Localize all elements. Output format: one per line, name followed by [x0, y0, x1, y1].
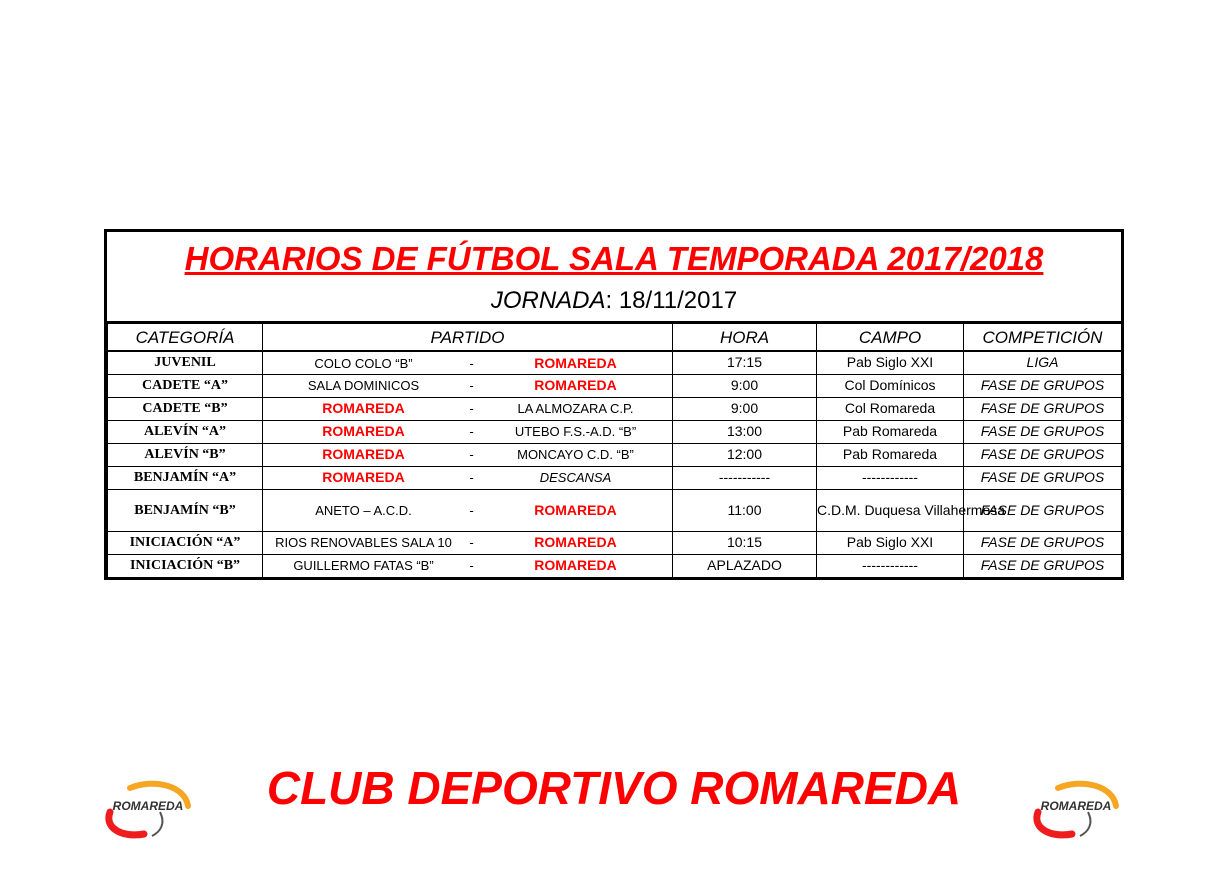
match-separator: - [469, 401, 474, 417]
away-team: LA ALMOZARA C.P. [517, 401, 634, 417]
category-cell: ALEVÍN “B” [108, 443, 263, 466]
category-cell: ALEVÍN “A” [108, 420, 263, 443]
home-team: ROMAREDA [322, 446, 405, 463]
match-cell [263, 374, 673, 397]
column-header-categoria: CATEGORÍA [108, 324, 263, 352]
category-cell: BENJAMÍN “A” [108, 466, 263, 489]
category-cell: INICIACIÓN “B” [108, 554, 263, 577]
table-row [108, 374, 1122, 397]
schedule-header [107, 232, 1121, 323]
match-cell [263, 397, 673, 420]
away-team: ROMAREDA [534, 377, 617, 394]
venue-cell: Pab Romareda [817, 420, 964, 443]
table-row [108, 531, 1122, 554]
match-cell [263, 443, 673, 466]
venue-cell: Pab Siglo XXI [817, 351, 964, 374]
venue-cell: Pab Romareda [817, 443, 964, 466]
home-team: RIOS RENOVABLES SALA 10 [275, 535, 452, 551]
competition-cell: FASE DE GRUPOS [964, 443, 1122, 466]
competition-cell: FASE DE GRUPOS [964, 420, 1122, 443]
table-row [108, 466, 1122, 489]
away-team: ROMAREDA [534, 501, 617, 518]
competition-cell: LIGA [964, 351, 1122, 374]
away-team: ROMAREDA [534, 534, 617, 551]
match-separator: - [469, 558, 474, 574]
away-team: DESCANSA [539, 470, 612, 486]
match-separator: - [469, 447, 474, 463]
competition-cell: FASE DE GRUPOS [964, 554, 1122, 577]
venue-cell: ------------ [817, 554, 964, 577]
table-row [108, 351, 1122, 374]
column-header-hora: HORA [673, 324, 817, 352]
home-team: SALA DOMINICOS [307, 378, 420, 394]
club-name: CLUB DEPORTIVO ROMAREDA [266, 762, 962, 814]
schedule-body [108, 351, 1122, 577]
away-team: ROMAREDA [534, 354, 617, 371]
competition-cell: FASE DE GRUPOS [964, 397, 1122, 420]
match-cell [263, 531, 673, 554]
table-header-row [108, 324, 1122, 352]
venue-cell: Col Romareda [817, 397, 964, 420]
home-team: ROMAREDA [322, 469, 405, 486]
jornada-line [107, 286, 1121, 316]
away-team: MONCAYO C.D. “B” [517, 447, 634, 463]
logo-text: ROMAREDA [1040, 799, 1112, 813]
match-separator: - [469, 378, 474, 394]
time-cell: 10:15 [673, 531, 817, 554]
home-team: ANETO – A.C.D. [315, 502, 412, 518]
away-team: UTEBO F.S.-A.D. “B” [514, 424, 637, 440]
match-cell [263, 420, 673, 443]
match-separator: - [469, 535, 474, 551]
competition-cell: FASE DE GRUPOS [964, 531, 1122, 554]
page-title: HORARIOS DE FÚTBOL SALA TEMPORADA 2017/2018 [184, 240, 1044, 277]
romareda-logo-right [1028, 778, 1124, 838]
category-cell: INICIACIÓN “A” [108, 531, 263, 554]
venue-cell: Col Domínicos [817, 374, 964, 397]
away-team: ROMAREDA [534, 557, 617, 574]
competition-cell: FASE DE GRUPOS [964, 466, 1122, 489]
category-cell: BENJAMÍN “B” [108, 489, 263, 531]
match-cell [263, 466, 673, 489]
category-cell: JUVENIL [108, 351, 263, 374]
time-cell: 12:00 [673, 443, 817, 466]
category-cell: CADETE “B” [108, 397, 263, 420]
table-row [108, 397, 1122, 420]
match-separator: - [469, 470, 474, 486]
time-cell: 11:00 [673, 489, 817, 531]
schedule-sheet [104, 229, 1124, 580]
match-cell [263, 351, 673, 374]
time-cell: APLAZADO [673, 554, 817, 577]
time-cell: 17:15 [673, 351, 817, 374]
column-header-partido: PARTIDO [263, 324, 673, 352]
home-team: COLO COLO “B” [314, 355, 413, 371]
time-cell: ----------- [673, 466, 817, 489]
column-header-competicion: COMPETICIÓN [964, 324, 1122, 352]
schedule-table [107, 323, 1122, 578]
venue-cell: Pab Siglo XXI [817, 531, 964, 554]
competition-cell: FASE DE GRUPOS [964, 374, 1122, 397]
match-cell [263, 489, 673, 531]
jornada-label: JORNADA [490, 287, 606, 314]
venue-cell: C.D.M. Duquesa Villahermosa [817, 489, 964, 531]
venue-cell: ------------ [817, 466, 964, 489]
time-cell: 9:00 [673, 397, 817, 420]
table-row [108, 443, 1122, 466]
home-team: ROMAREDA [322, 400, 405, 417]
logo-text: ROMAREDA [112, 799, 184, 813]
match-separator: - [469, 424, 474, 440]
match-cell [263, 554, 673, 577]
match-separator: - [469, 502, 474, 518]
category-cell: CADETE “A” [108, 374, 263, 397]
table-row [108, 554, 1122, 577]
table-row [108, 420, 1122, 443]
time-cell: 13:00 [673, 420, 817, 443]
time-cell: 9:00 [673, 374, 817, 397]
competition-cell: FASE DE GRUPOS [964, 489, 1122, 531]
match-separator: - [469, 355, 474, 371]
home-team: ROMAREDA [322, 423, 405, 440]
jornada-date: : 18/11/2017 [605, 287, 738, 314]
home-team: GUILLERMO FATAS “B” [293, 558, 434, 574]
column-header-campo: CAMPO [817, 324, 964, 352]
table-row [108, 489, 1122, 531]
